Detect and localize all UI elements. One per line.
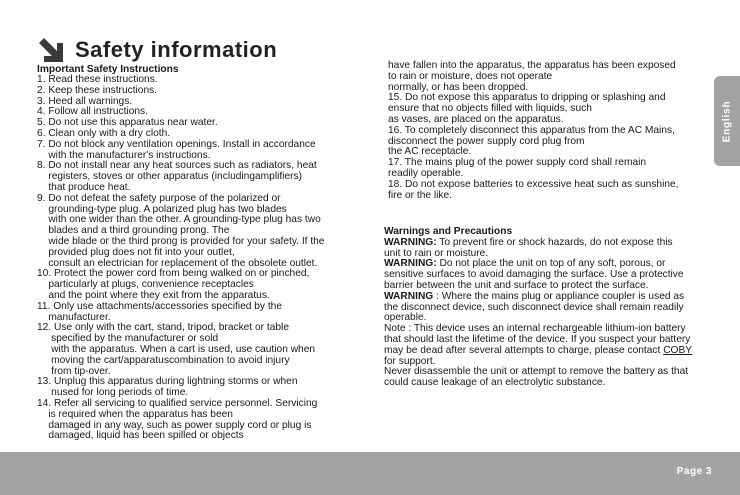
instruction-line: grounding-type plug. A polarized plug has two blades — [37, 203, 287, 215]
note-line-4: for support. — [384, 355, 436, 367]
warning-1-line-2: unit to rain or moisture. — [384, 247, 489, 259]
warning-label: WARNING — [384, 290, 434, 302]
warning-2-line-2: sensitive surfaces to avoid damaging the surface. Use a protective — [384, 269, 684, 281]
final-line-1: Never disassemble the unit or attempt to remove the battery as that — [384, 366, 689, 378]
instruction-line: 18. Do not expose batteries to excessive heat such as sunshine, — [388, 178, 679, 190]
instruction-line: is required when the apparatus has been — [37, 408, 233, 420]
instruction-line: 17. The mains plug of the power supply cord shall remain — [388, 157, 647, 169]
instruction-line: nused for long periods of time. — [37, 387, 189, 399]
important-instructions-heading: Important Safety Instructions — [37, 64, 179, 75]
instructions-list — [37, 75, 349, 442]
warning-text: To prevent fire or shock hazards, do not expose this — [436, 236, 673, 248]
note-line-3 — [384, 346, 714, 357]
instruction-line: wide blade or the third prong is provided for your safety. If the — [37, 235, 325, 247]
instruction-line: 9. Do not defeat the safety purpose of the polarized or — [37, 192, 281, 204]
instruction-line: with the apparatus. When a cart is used, use caution when — [37, 343, 316, 355]
coby-link[interactable]: COBY — [663, 344, 693, 356]
instruction-line: moving the cart/apparatuscombination to avoid injury — [37, 354, 290, 366]
instruction-line: fire or the like. — [388, 189, 452, 201]
instruction-line: disconnect the power supply cord plug from — [388, 135, 585, 147]
instruction-line: from tip-over. — [37, 365, 111, 377]
warning-label: WARNING: — [384, 258, 437, 270]
instruction-line: 13. Unplug this apparatus during lightning storms or when — [37, 376, 298, 388]
instruction-line: and the point where they exit from the apparatus. — [37, 289, 270, 301]
final-line-2: could cause leakage of an electrolytic substance. — [384, 377, 606, 389]
instruction-line: 11. Only use attachments/accessories specified by the — [37, 300, 283, 312]
instruction-line: provided plug does not fit into your outlet, — [37, 246, 235, 258]
instruction-line: ensure that no objects filled with liquids, such — [388, 103, 592, 115]
warning-3-line-1 — [384, 292, 714, 303]
instruction-line: 8. Do not install near any heat sources such as radiators, heat — [37, 160, 317, 172]
instruction-line: normally, or has been dropped. — [388, 81, 529, 93]
warning-text: Do not place the unit on top of any soft, porous, or — [436, 258, 666, 270]
down-right-arrow-icon — [37, 38, 63, 62]
note-line-2: that should last the lifetime of the device. If you suspect your battery — [384, 333, 691, 345]
instruction-line: damaged in any way, such as power supply cord or plug is — [37, 419, 312, 431]
title-row — [37, 36, 349, 64]
instruction-line: with the manufacturer's instructions. — [37, 149, 211, 161]
right-column — [384, 61, 714, 201]
warning-label: WARNING: — [384, 236, 437, 248]
instructions-list-continued — [384, 61, 714, 201]
instruction-line: 3. Heed all warnings. — [37, 95, 133, 107]
page-number: Page 3 — [676, 466, 712, 477]
language-tab — [714, 76, 740, 166]
instruction-line: consult an electrician for replacement of the obsolete outlet. — [37, 257, 318, 269]
instruction-line: 12. Use only with the cart, stand, tripod, bracket or table — [37, 322, 289, 334]
warning-3-line-3: operable. — [384, 312, 427, 324]
note-text: may be dead after several attempts to charge, please contact — [384, 344, 664, 356]
instruction-line: with one wider than the other. A grounding-type plug has two — [37, 214, 321, 226]
language-tab-label: English — [721, 100, 733, 142]
instruction-line: 10. Protect the power cord from being walked on or pinched, — [37, 268, 310, 280]
warning-text: : Where the mains plug or appliance coupler is used as — [433, 290, 685, 302]
instruction-line: 14. Refer all servicing to qualified service personnel. Servicing — [37, 397, 318, 409]
footer-band — [0, 452, 740, 495]
instruction-line: that produce heat. — [37, 181, 131, 193]
warning-2-line-3: barrier between the unit and surface to protect the surface. — [384, 279, 649, 291]
note-line-1: Note : This device uses an internal rechargeable lithium-ion battery — [384, 323, 686, 335]
warnings-section — [384, 227, 714, 389]
instruction-line: damaged, liquid has been spilled or objects — [37, 430, 244, 442]
instruction-line: readily operable. — [388, 167, 464, 179]
instruction-line: manufacturer. — [37, 311, 111, 323]
instruction-line: 4. Follow all instructions. — [37, 106, 148, 118]
instruction-line: 2. Keep these instructions. — [37, 84, 158, 96]
instruction-line: 15. Do not expose this apparatus to dripping or splashing and — [388, 92, 666, 104]
instruction-line: have fallen into the apparatus, the apparatus has been exposed — [388, 60, 676, 71]
instruction-line: as vases, are placed on the apparatus. — [388, 113, 564, 125]
warnings-heading: Warnings and Precautions — [384, 226, 513, 237]
left-column — [37, 36, 349, 442]
instruction-line: 5. Do not use this apparatus near water. — [37, 117, 218, 129]
warning-1-line-1 — [384, 238, 714, 249]
instruction-line: blades and a third grounding prong. The — [37, 225, 230, 237]
instruction-line: to rain or moisture, does not operate — [388, 70, 553, 82]
instruction-line: 6. Clean only with a dry cloth. — [37, 127, 171, 139]
instruction-line: registers, stoves or other apparatus (includingamplifiers) — [37, 171, 302, 183]
warning-3-line-2: the disconnect device, such disconnect device shall remain readily — [384, 301, 684, 313]
instruction-line: 16. To completely disconnect this apparatus from the AC Mains, — [388, 124, 675, 136]
instruction-line: particularly at plugs, convenience receptacles — [37, 279, 254, 291]
page-title: Safety information — [75, 37, 278, 62]
instruction-line: specified by the manufacturer or sold — [37, 333, 219, 345]
instruction-line: the AC receptacle. — [388, 146, 472, 158]
instruction-line: 1. Read these instructions. — [37, 74, 158, 85]
instruction-line: 7. Do not block any ventilation openings. Install in accordance — [37, 138, 316, 150]
